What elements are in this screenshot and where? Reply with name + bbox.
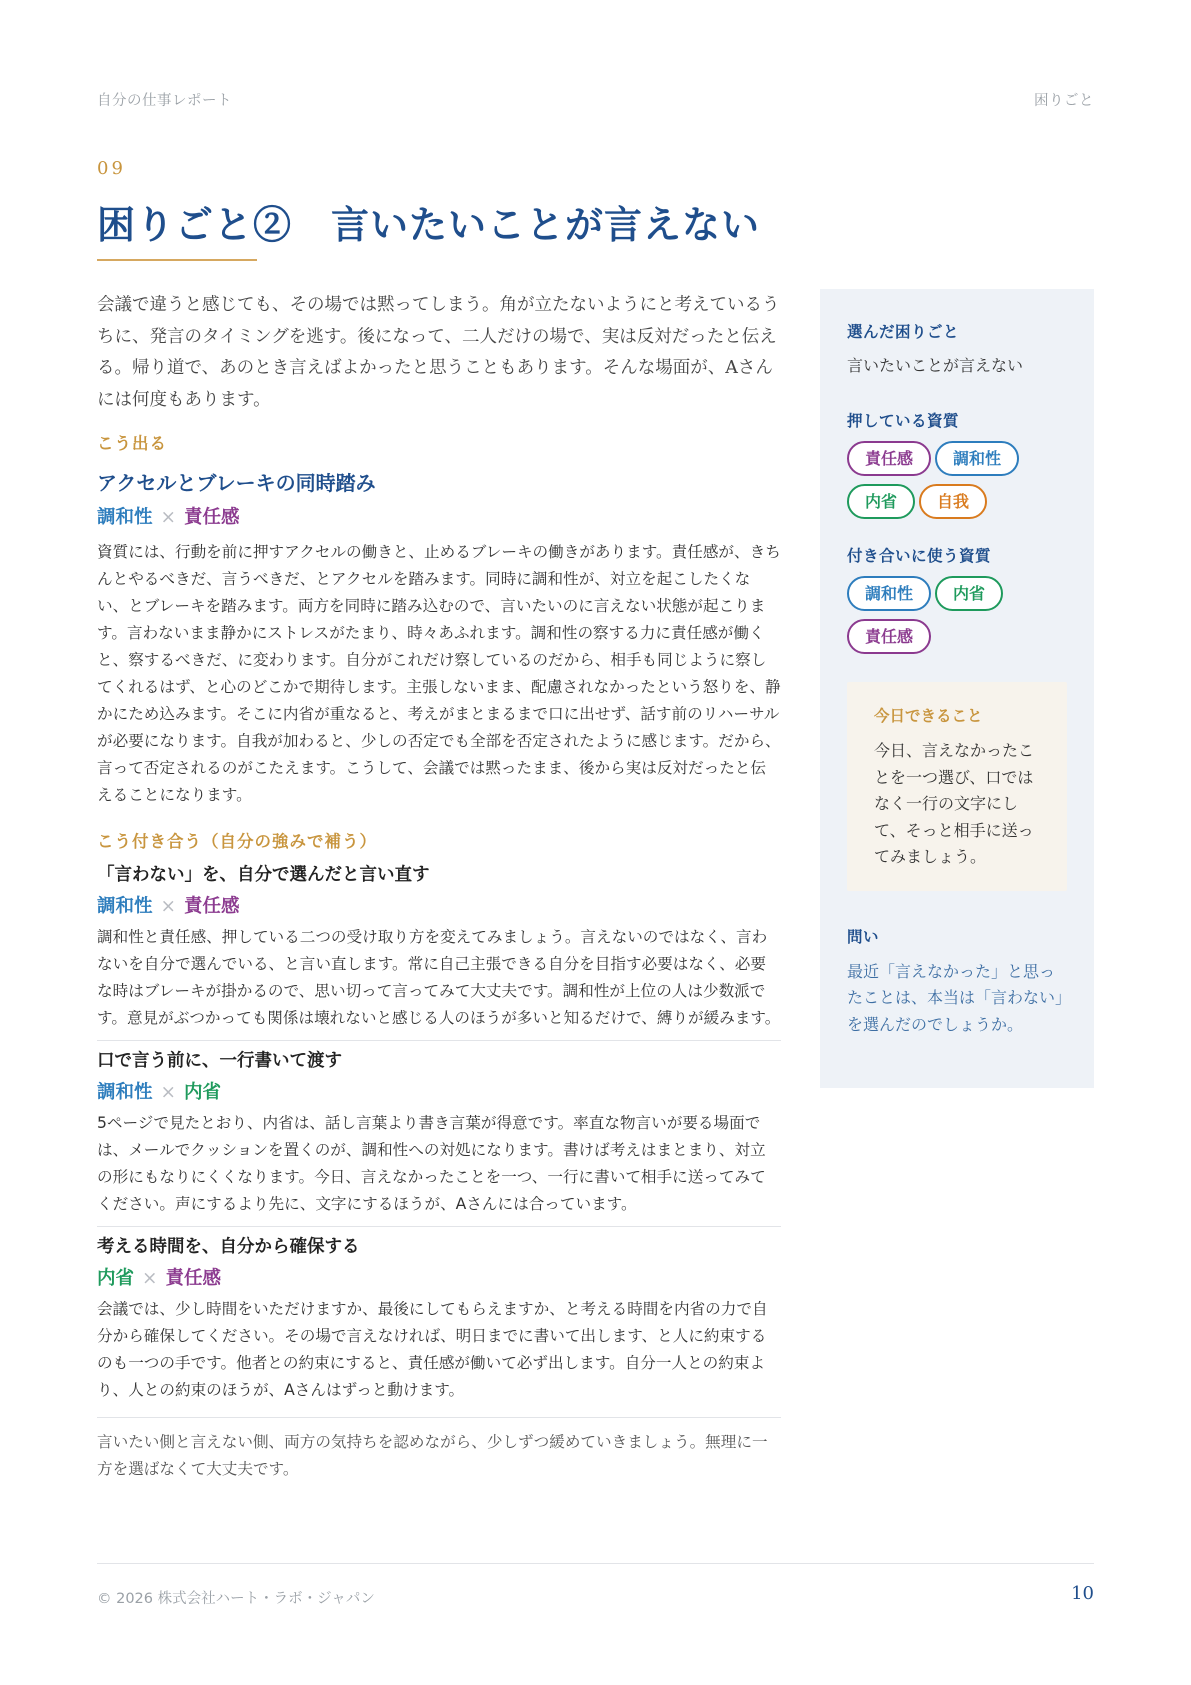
coping-body: 調和性と責任感、押している二つの受け取り方を変えてみましょう。言えないのではなく、言わないを自分で選んでいる、と言い直します。常に自己主張できる自分を目指す必要はなく、必要な時はブレーキが掛かるので、思い切って言ってみて大丈夫です。調和性が上位の人は少数派です。意見がぶつかっても関係は壊れないと感じる人のほうが多いと知るだけで、縛りが緩みます。 bbox=[97, 928, 781, 1027]
coping-body: 5ページで見たとおり、内省は、話し言葉より書き言葉が得意です。率直な物言いが要る場面では、メールでクッションを置くのが、調和性への対処になります。書けば考えはまとまり、対立の形にもなりにくくなります。今日、言えなかったことを一つ、一行に書いて相手に送ってみてください。声にするより先に、文字にするほうが、Aさんには合っています。 bbox=[97, 1114, 766, 1213]
trait-pill: 責任感 bbox=[847, 441, 931, 476]
closing-paragraph: 言いたい側と言えない側、両方の気持ちを認めながら、少しずつ緩めていきましょう。無理に一方を選ばなくて大丈夫です。 bbox=[97, 1433, 768, 1478]
trait-pill: 調和性 bbox=[935, 441, 1019, 476]
coping-item bbox=[97, 1232, 781, 1404]
sidebar bbox=[820, 289, 1094, 1088]
coping-item bbox=[97, 860, 781, 1032]
question-label: 問い bbox=[847, 927, 880, 946]
chapter-number: 09 bbox=[97, 158, 126, 179]
section-label-coping: こう付き合う（自分の強みで補う） bbox=[97, 832, 377, 851]
coping-combo bbox=[97, 1076, 781, 1110]
page-number: 10 bbox=[1071, 1583, 1094, 1604]
trait-b: 内省 bbox=[184, 1082, 222, 1103]
footer-copyright: © 2026 株式会社ハート・ラボ・ジャパン bbox=[97, 1591, 375, 1607]
trait-b: 責任感 bbox=[184, 896, 240, 917]
push-pills bbox=[847, 441, 1077, 527]
trait-b: 責任感 bbox=[165, 1268, 222, 1289]
trait-pill: 調和性 bbox=[847, 576, 931, 611]
coping-heading: 「言わない」を、自分で選んだと言い直す bbox=[97, 865, 430, 885]
title-underline bbox=[97, 259, 257, 261]
times-icon: × bbox=[160, 896, 177, 917]
trait-a: 調和性 bbox=[97, 896, 153, 917]
trait-a: 内省 bbox=[97, 1268, 135, 1289]
page-title: 困りごと② 言いたいことが言えない bbox=[97, 202, 761, 247]
main-column bbox=[97, 290, 781, 1483]
today-action-box bbox=[847, 682, 1067, 891]
intro-paragraph: 会議で違うと感じても、その場では黙ってしまう。角が立たないようにと考えているうちに、発言のタイミングを逃す。後になって、二人だけの場で、実は反対だったと伝える。帰り道で、あのとき言えばよかったと思うこともあります。そんな場面が、Aさんには何度もあります。 bbox=[97, 295, 780, 410]
appears-body: 資質には、行動を前に押すアクセルの働きと、止めるブレーキの働きがあります。責任感が、きちんとやるべきだ、言うべきだ、とアクセルを踏みます。同時に調和性が、対立を起こしたくない、とブレーキを踏みます。両方を同時に踏み込むので、言いたいのに言えない状態が起こります。言わないまま静かにストレスがたまり、時々あふれます。調和性の察する力に責任感が働くと、察するべきだ、に変わります。自分がこれだけ察しているのだから、相手も同じように察してくれるはず、と心のどこかで期待します。主張しないまま、配慮されなかったという怒りを、静かにため込みます。そこに内省が重なると、考えがまとまるまで口に出せず、話す前のリハーサルが必要になります。自我が加わると、少しの否定でも全部を否定されたように感じます。だから、言って否定されるのがこたえます。こうして、会議では黙ったまま、後から実は反対だったと伝えることになります。 bbox=[97, 543, 781, 804]
coping-heading: 口で言う前に、一行書いて渡す bbox=[97, 1051, 342, 1071]
coping-combo bbox=[97, 890, 781, 924]
times-icon: × bbox=[160, 1082, 177, 1103]
sidebar-use-label: 付き合いに使う資質 bbox=[847, 547, 992, 565]
divider bbox=[97, 1040, 781, 1041]
trait-b: 責任感 bbox=[184, 507, 240, 528]
sidebar-selected-label: 選んだ困りごと bbox=[847, 323, 960, 341]
sidebar-push-label: 押している資質 bbox=[847, 412, 960, 430]
divider bbox=[97, 1417, 781, 1418]
trait-a: 調和性 bbox=[97, 1082, 153, 1103]
use-pills bbox=[847, 576, 1077, 662]
trait-pill: 内省 bbox=[935, 576, 1003, 611]
coping-combo bbox=[97, 1262, 781, 1296]
times-icon: × bbox=[142, 1268, 158, 1289]
footer-divider bbox=[97, 1563, 1094, 1564]
section-label-appears: こう出る bbox=[97, 434, 167, 453]
appears-heading: アクセルとブレーキの同時踏み bbox=[97, 471, 376, 495]
divider bbox=[97, 1226, 781, 1227]
times-icon: × bbox=[160, 507, 177, 528]
trait-pill: 内省 bbox=[847, 484, 915, 519]
trait-pill: 責任感 bbox=[847, 619, 931, 654]
appears-combo bbox=[97, 501, 781, 535]
today-body: 今日、言えなかったことを一つ選び、口ではなく一行の文字にして、そっと相手に送ってみましょう。 bbox=[874, 741, 1035, 866]
running-header-section: 困りごと bbox=[1034, 93, 1094, 109]
sidebar-selected-value: 言いたいことが言えない bbox=[847, 356, 1024, 375]
coping-body: 会議では、少し時間をいただけますか、最後にしてもらえますか、と考える時間を内省の力で自分から確保してください。その場で言えなければ、明日までに書いて出します、と人に約束するのも一つの手です。他者との約束にすると、責任感が働いて必ず出します。自分一人との約束より、人との約束のほうが、Aさんはずっと動けます。 bbox=[97, 1300, 768, 1399]
coping-heading: 考える時間を、自分から確保する bbox=[97, 1237, 360, 1257]
trait-pill: 自我 bbox=[919, 484, 987, 519]
coping-item bbox=[97, 1046, 781, 1218]
trait-a: 調和性 bbox=[97, 507, 153, 528]
question-body: 最近「言えなかった」と思ったことは、本当は「言わない」を選んだのでしょうか。 bbox=[847, 961, 1064, 1034]
today-label: 今日できること bbox=[874, 707, 983, 725]
running-header-doc-title: 自分の仕事レポート bbox=[97, 93, 232, 109]
